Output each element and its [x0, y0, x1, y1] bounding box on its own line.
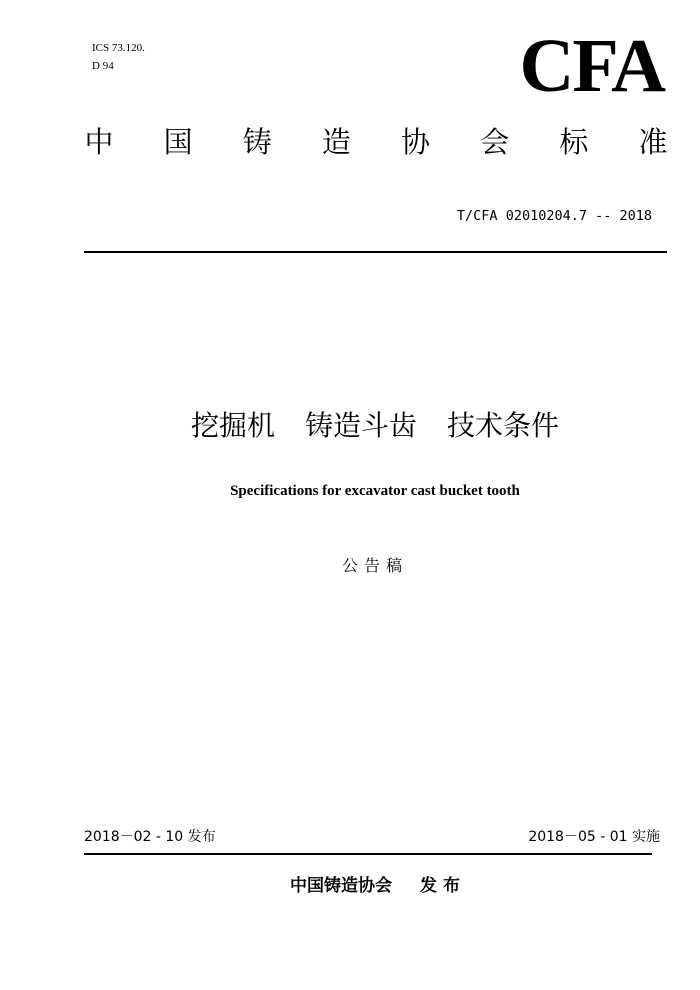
draft-status: 公告稿	[341, 556, 408, 575]
publisher-name: 中国铸造协会	[290, 876, 393, 896]
standard-type-char: 标	[559, 125, 589, 159]
title-part: 铸造斗齿	[304, 409, 417, 442]
standard-type-char: 准	[638, 125, 668, 159]
standard-type-char: 中	[84, 125, 114, 159]
standard-type-char: 会	[480, 125, 510, 159]
implementation-date: 2018－05 - 01 实施	[528, 829, 660, 845]
standard-type-heading	[84, 125, 668, 159]
standard-type-char: 铸	[242, 125, 272, 159]
cfa-logo: CFA	[519, 24, 664, 108]
title-part: 技术条件	[447, 409, 560, 442]
classification-code: D 94	[92, 60, 114, 72]
standard-type-char: 造	[321, 125, 351, 159]
standard-type-char: 协	[401, 125, 431, 159]
standard-number: T/CFA 02010204.7 -- 2018	[456, 208, 652, 224]
top-divider	[84, 251, 667, 253]
issue-date: 2018－02 - 10 发布	[84, 829, 216, 845]
title-chinese	[0, 409, 700, 442]
publish-word: 发 布	[420, 876, 460, 896]
bottom-divider	[84, 853, 652, 855]
title-part: 挖掘机	[190, 409, 275, 442]
title-english: Specifications for excavator cast bucket tooth	[230, 483, 520, 499]
publisher-line	[0, 871, 700, 896]
standard-type-char: 国	[163, 125, 193, 159]
ics-code: ICS 73.120.	[92, 42, 145, 54]
